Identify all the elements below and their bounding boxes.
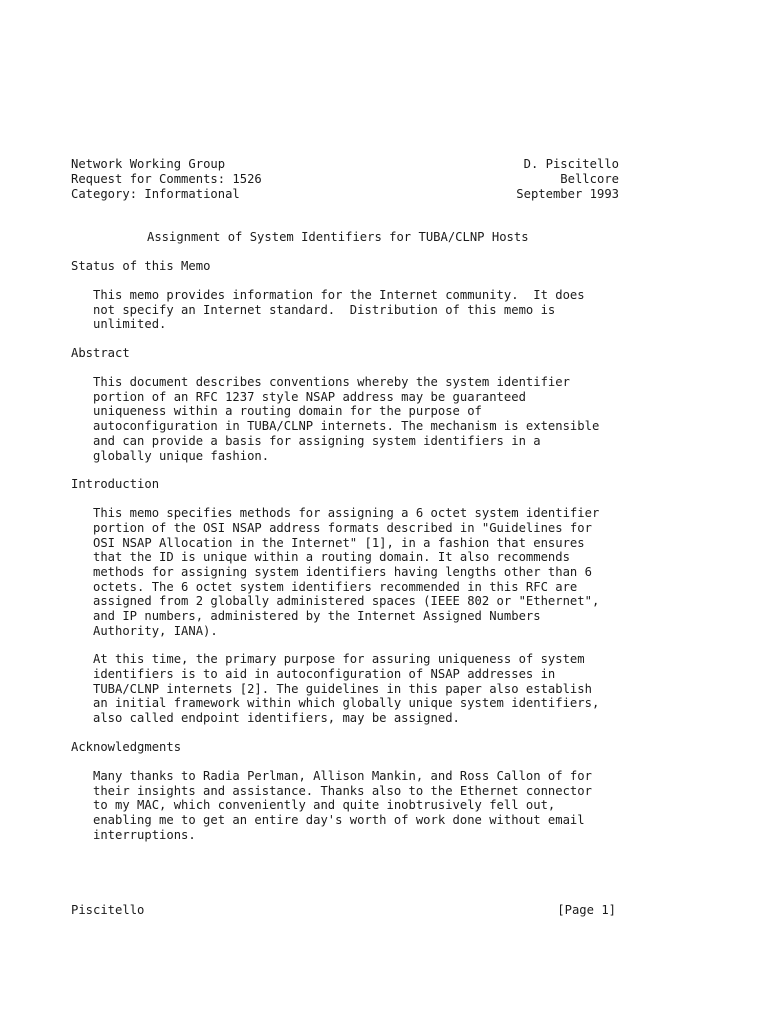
document-header bbox=[71, 157, 619, 202]
text-line: their insights and assistance. Thanks also to the Ethernet connector bbox=[93, 783, 592, 798]
section-heading: Acknowledgments bbox=[71, 739, 182, 754]
text-line: unlimited. bbox=[93, 317, 167, 332]
header-working-group: Network Working Group bbox=[71, 157, 226, 171]
text-line: At this time, the primary purpose for assuring uniqueness of system bbox=[93, 652, 585, 667]
text-line: interruptions. bbox=[93, 827, 196, 842]
text-line: Many thanks to Radia Perlman, Allison Mankin, and Ross Callon of for bbox=[93, 768, 592, 783]
text-line: Authority, IANA). bbox=[93, 623, 218, 638]
header-organization: Bellcore bbox=[560, 172, 619, 186]
text-line: This memo provides information for the Internet community. It does bbox=[93, 288, 585, 302]
text-line: an initial framework within which globally unique system identifiers, bbox=[93, 696, 600, 711]
footer-author: Piscitello bbox=[71, 903, 145, 917]
text-line: autoconfiguration in TUBA/CLNP internets. The mechanism is extensible bbox=[93, 419, 600, 434]
text-line: that the ID is unique within a routing domain. It also recommends bbox=[93, 550, 570, 565]
text-line: portion of the OSI NSAP address formats described in "Guidelines for bbox=[93, 520, 592, 535]
header-author: D. Piscitello bbox=[523, 157, 619, 171]
text-line: identifiers is to aid in autoconfiguration of NSAP addresses in bbox=[93, 667, 556, 682]
page-footer bbox=[71, 903, 616, 918]
section-paragraph bbox=[71, 652, 619, 725]
document-body bbox=[71, 259, 619, 842]
text-line: enabling me to get an entire day's worth of work done without email bbox=[93, 812, 585, 827]
text-line: portion of an RFC 1237 style NSAP address may be guaranteed bbox=[93, 389, 526, 404]
rfc-page bbox=[71, 157, 619, 842]
header-rfc-number: Request for Comments: 1526 bbox=[71, 172, 262, 186]
text-line: not specify an Internet standard. Distribution of this memo is bbox=[93, 302, 556, 317]
footer-page-number: [Page 1] bbox=[557, 903, 616, 917]
text-line: methods for assigning system identifiers having lengths other than 6 bbox=[93, 564, 592, 579]
section-heading: Abstract bbox=[71, 346, 130, 361]
header-row bbox=[71, 187, 619, 202]
section-paragraph bbox=[71, 769, 619, 842]
text-line: OSI NSAP Allocation in the Internet" [1], in a fashion that ensures bbox=[93, 535, 585, 550]
text-line: octets. The 6 octet system identifiers recommended in this RFC are bbox=[93, 579, 578, 594]
text-line: assigned from 2 globally administered spaces (IEEE 802 or "Ethernet", bbox=[93, 594, 600, 609]
text-line: to my MAC, which conveniently and quite inobtrusively fell out, bbox=[93, 798, 556, 813]
section-heading: Introduction bbox=[71, 477, 160, 492]
header-category: Category: Informational bbox=[71, 187, 240, 201]
text-line: uniqueness within a routing domain for the purpose of bbox=[93, 404, 482, 419]
text-line: This document describes conventions whereby the system identifier bbox=[93, 375, 570, 390]
section-paragraph bbox=[71, 506, 619, 638]
section-paragraph bbox=[71, 288, 619, 332]
section-paragraph bbox=[71, 375, 619, 463]
text-line: This memo specifies methods for assigning a 6 octet system identifier bbox=[93, 506, 600, 521]
header-row bbox=[71, 157, 619, 172]
section-heading: Status of this Memo bbox=[71, 259, 211, 273]
header-date: September 1993 bbox=[516, 187, 619, 201]
text-line: globally unique fashion. bbox=[93, 448, 270, 463]
text-line: and can provide a basis for assigning system identifiers in a bbox=[93, 433, 541, 448]
text-line: TUBA/CLNP internets [2]. The guidelines in this paper also establish bbox=[93, 681, 592, 696]
header-row bbox=[71, 172, 619, 187]
text-line: also called endpoint identifiers, may be assigned. bbox=[93, 711, 460, 726]
document-title: Assignment of System Identifiers for TUBA/CLNP Hosts bbox=[147, 230, 529, 244]
text-line: and IP numbers, administered by the Internet Assigned Numbers bbox=[93, 609, 541, 623]
